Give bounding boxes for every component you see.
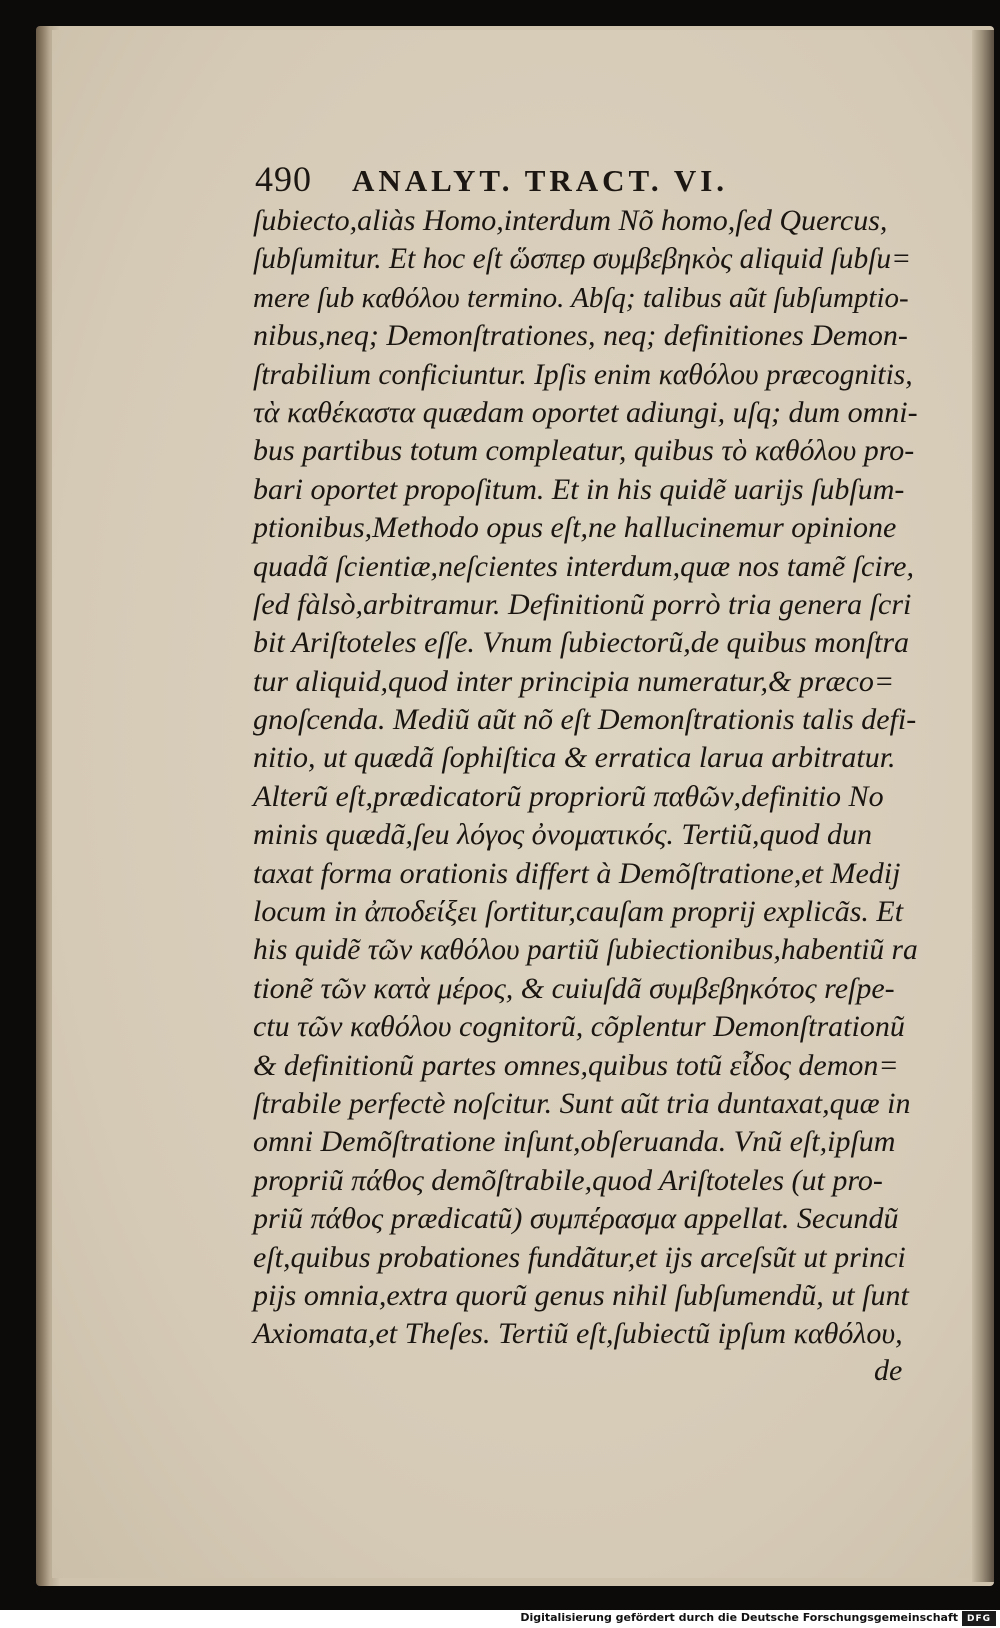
footer-credit: Digitalisierung gefördert durch die Deutsche Forschungsgemeinschaft [520,1611,958,1624]
body-text [253,202,918,1354]
text-line: Axiomata,et Theſes. Tertiũ eſt,ſubiectũ ipſum καθόλου, [253,1317,903,1351]
page-header [255,158,835,200]
page-number: 490 [255,159,312,199]
footer-bar [0,1610,1000,1628]
text-line: eſt,quibus probationes fundãtur,et ijs arceſsũt ut princi [253,1240,906,1274]
text-line: nitio, ut quædã ſophiſtica & erratica larua arbitratur. [253,741,896,775]
text-line: & definitionũ partes omnes,quibus totũ εἶδος demon= [253,1048,899,1082]
text-line: nibus,neq; Demonſtrationes, neq; definitiones Demon- [253,319,908,353]
text-line: ſtrabilium conficiuntur. Ipſis enim καθόλου præcognitis, [253,358,913,391]
text-line: ctu τῶν καθόλου cognitorũ, cõplentur Demonſtrationũ [253,1010,905,1044]
text-line: bus partibus totum compleatur, quibus τὸ καθόλου pro- [253,434,915,468]
text-line: taxat forma orationis differt à Demõſtratione,et Medij [253,856,901,890]
text-line: tionẽ τῶν κατὰ μέρος, & cuiuſdã συμβεβηκότος reſpe- [253,971,895,1005]
text-line: gnoſcenda. Mediũ aũt nõ eſt Demonſtrationis talis defi- [253,703,917,737]
text-line: bari oportet propoſitum. Et in his quidẽ uarijs ſubſum- [253,472,905,506]
text-line: locum in ἀποδείξει ſortitur,cauſam proprij explicãs. Et [253,895,904,929]
text-line: bit Ariſtoteles eſſe. Vnum ſubiectorũ,de quibus monſtra [253,626,910,660]
text-line: pijs omnia,extra quorũ genus nihil ſubſumendũ, ut ſunt [253,1278,909,1312]
page-fore-edge [972,30,994,1582]
text-line: propriũ πάθος demõſtrabile,quod Ariſtoteles (ut pro- [253,1163,883,1197]
text-line: omni Demõſtratione inſunt,obſeruanda. Vnũ eſt,ipſum [253,1125,896,1159]
text-line: ſubiecto,aliàs Homo,interdum Nõ homo,ſed Quercus, [253,204,888,237]
text-line: priũ πάθος prædicatũ) συμπέρασμα appellat. Secundũ [253,1202,899,1236]
text-line: his quidẽ τῶν καθόλου partiũ ſubiectionibus,habentiũ ra [253,934,918,967]
text-line: ſtrabile perfectè noſcitur. Sunt aũt tria duntaxat,quæ in [253,1086,911,1120]
text-line: mere ſub καθόλου termino. Abſq; talibus aũt ſubſumptio- [253,281,909,314]
catchword: de [874,1354,903,1387]
text-line: Alterũ eſt,prædicatorũ propriorũ παθῶν,definitio No [253,779,884,813]
text-line: tur aliquid,quod inter principia numeratur,& præco= [253,664,895,698]
text-line: ptionibus,Methodo opus eſt,ne hallucinemur opinione [253,511,897,545]
text-line: ſed fàlsò,arbitramur. Definitionũ porrò tria genera ſcri [253,587,912,621]
dfg-logo-icon: DFG [962,1611,996,1626]
running-head: ANALYT. TRACT. VI. [352,163,729,198]
text-line: minis quædã,ſeu λόγος ὀνοματικός. Tertiũ,quod dun [253,818,873,852]
text-line: ſubſumitur. Et hoc eſt ὥσπερ συμβεβηκὸς aliquid ſubſu= [253,243,912,276]
text-line: τὰ καθέκαστα quædam oportet adiungi, uſq; dum omni- [253,395,918,429]
text-line: quadã ſcientiæ,neſcientes interdum,quæ nos tamẽ ſcire, [253,549,914,583]
